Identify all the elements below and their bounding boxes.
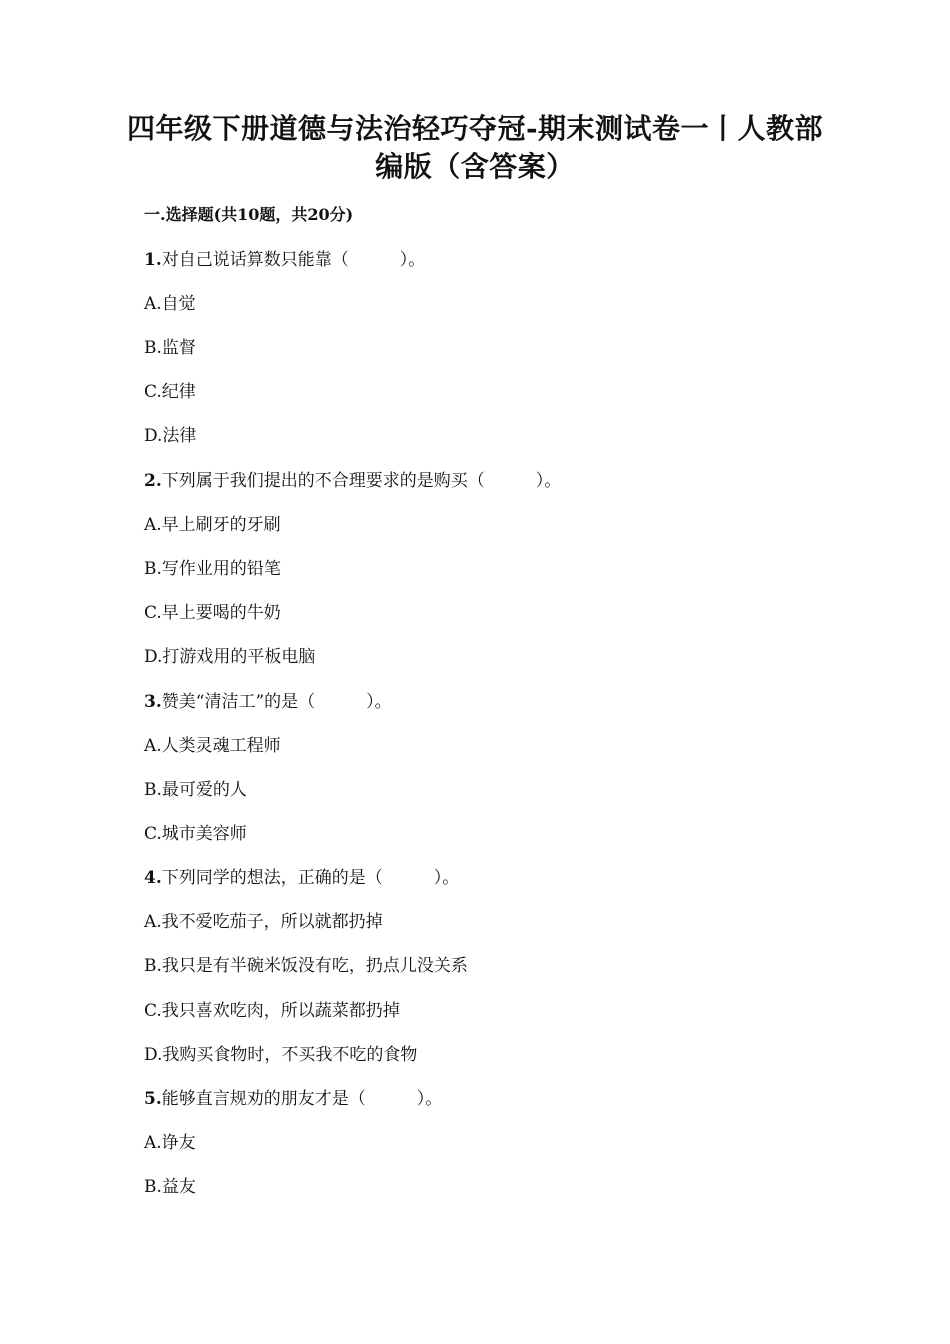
question-stem: 赞美“清洁工”的是（ ）。: [161, 692, 392, 712]
question-5: [144, 1087, 442, 1111]
question-2: [144, 469, 561, 493]
option-2d: D.打游戏用的平板电脑: [144, 647, 316, 667]
option-5b: B.益友: [144, 1177, 196, 1197]
option-1d: D.法律: [144, 426, 197, 446]
option-3c: C.城市美容师: [144, 824, 247, 844]
option-2c: C.早上要喝的牛奶: [144, 603, 281, 623]
question-3: [144, 690, 392, 714]
section-heading: 一.选择题(共10题，共20分): [144, 205, 354, 224]
question-stem: 下列同学的想法，正确的是（ ）。: [161, 868, 460, 888]
question-number: 4.: [144, 868, 162, 888]
option-3b: B.最可爱的人: [144, 780, 247, 800]
option-2a: A.早上刷牙的牙刷: [144, 515, 281, 535]
option-4a: A.我不爱吃茄子，所以就都扔掉: [144, 912, 383, 932]
question-stem: 下列属于我们提出的不合理要求的是购买（ ）。: [161, 471, 562, 491]
option-5a: A.诤友: [144, 1133, 196, 1153]
option-1c: C.纪律: [144, 382, 196, 402]
question-stem: 能够直言规劝的朋友才是（ ）。: [161, 1089, 443, 1109]
question-number: 5.: [144, 1089, 162, 1109]
question-number: 3.: [144, 692, 162, 712]
option-1a: A.自觉: [144, 294, 196, 314]
question-stem: 对自己说话算数只能靠（ ）。: [161, 250, 426, 270]
option-4b: B.我只是有半碗米饭没有吃，扔点儿没关系: [144, 956, 468, 976]
question-number: 2.: [144, 471, 162, 491]
question-number: 1.: [144, 250, 162, 270]
option-4d: D.我购买食物时，不买我不吃的食物: [144, 1045, 418, 1065]
option-3a: A.人类灵魂工程师: [144, 736, 281, 756]
document-title: 四年级下册道德与法治轻巧夺冠-期末测试卷一丨人教部编版（含答案）: [126, 112, 824, 183]
question-1: [144, 248, 425, 272]
option-1b: B.监督: [144, 338, 196, 358]
question-4: [144, 866, 459, 890]
option-2b: B.写作业用的铅笔: [144, 559, 281, 579]
option-4c: C.我只喜欢吃肉，所以蔬菜都扔掉: [144, 1001, 400, 1021]
